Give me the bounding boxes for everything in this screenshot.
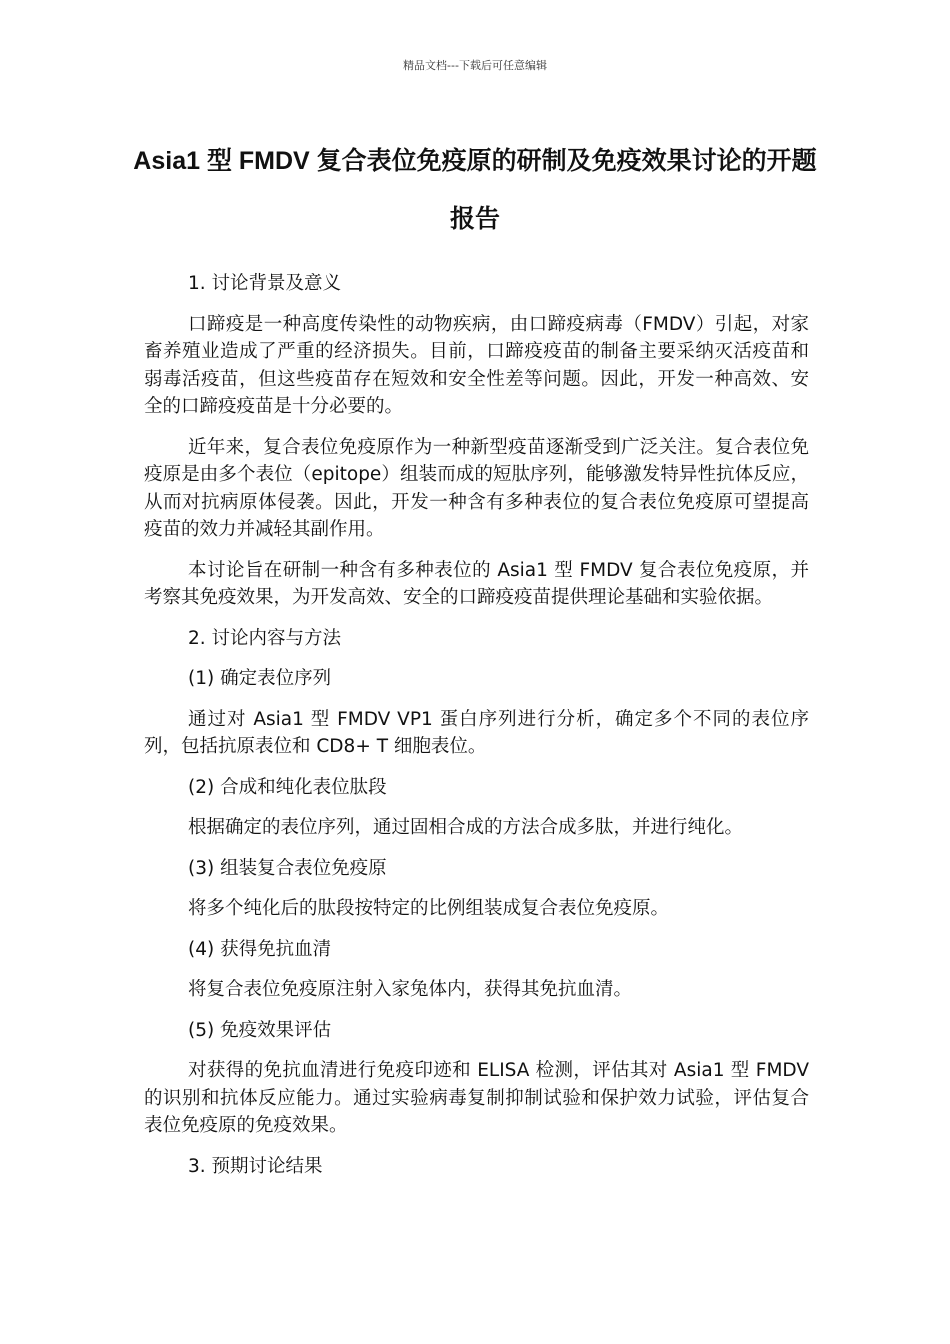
method-step-5-text: 对获得的免抗血清进行免疫印迹和 ELISA 检测，评估其对 Asia1 型 FMDV 的识别和抗体反应能力。通过实验病毒复制抑制试验和保护效力试验，评估复合表位免疫原的免疫效果。 xyxy=(144,1060,809,1136)
method-step-3-heading: (3) 组装复合表位免疫原 xyxy=(188,857,387,879)
method-step-4-text: 将复合表位免疫原注射入家兔体内，获得其免抗血清。 xyxy=(188,979,633,1000)
section-heading-background: 1. 讨论背景及意义 xyxy=(188,273,342,294)
method-step-5-heading: (5) 免疫效果评估 xyxy=(188,1019,332,1041)
method-step-4-heading: (4) 获得免抗血清 xyxy=(188,938,332,960)
section-heading-methods: 2. 讨论内容与方法 xyxy=(188,627,342,649)
paragraph-study-aim: 本讨论旨在研制一种含有多种表位的 Asia1 型 FMDV 复合表位免疫原，并考察其免疫效果，为开发高效、安全的口蹄疫疫苗提供理论基础和实验依据。 xyxy=(144,559,809,608)
method-step-3-text: 将多个纯化后的肽段按特定的比例组装成复合表位免疫原。 xyxy=(188,898,670,919)
method-step-2-text: 根据确定的表位序列，通过固相合成的方法合成多肽，并进行纯化。 xyxy=(188,817,744,838)
header-note: 精品文档---下载后可任意编辑 xyxy=(403,59,547,72)
section-heading-expected-results: 3. 预期讨论结果 xyxy=(188,1155,323,1177)
paragraph-epitope-vaccine: 近年来，复合表位免疫原作为一种新型疫苗逐渐受到广泛关注。复合表位免疫原是由多个表位（epitope）组装而成的短肽序列，能够激发特异性抗体反应，从而对抗病原体侵袭。因此，开发一种含有多种表位的复合表位免疫原可望提高疫苗的效力并减轻其副作用。 xyxy=(144,436,809,540)
document-title: Asia1 型 FMDV 复合表位免疫原的研制及免疫效果讨论的开题报告 xyxy=(133,147,817,233)
paragraph-fmd-intro: 口蹄疫是一种高度传染性的动物疾病，由口蹄疫病毒（FMDV）引起，对家畜养殖业造成了严重的经济损失。目前，口蹄疫疫苗的制备主要采纳灭活疫苗和弱毒活疫苗，但这些疫苗存在短效和安全性差等问题。因此，开发一种高效、安全的口蹄疫疫苗是十分必要的。 xyxy=(144,313,809,417)
method-step-2-heading: (2) 合成和纯化表位肽段 xyxy=(188,776,387,798)
method-step-1-text: 通过对 Asia1 型 FMDV VP1 蛋白序列进行分析，确定多个不同的表位序列，包括抗原表位和 CD8+ T 细胞表位。 xyxy=(144,708,809,757)
method-step-1-heading: (1) 确定表位序列 xyxy=(188,668,332,689)
document-body xyxy=(144,270,809,1193)
